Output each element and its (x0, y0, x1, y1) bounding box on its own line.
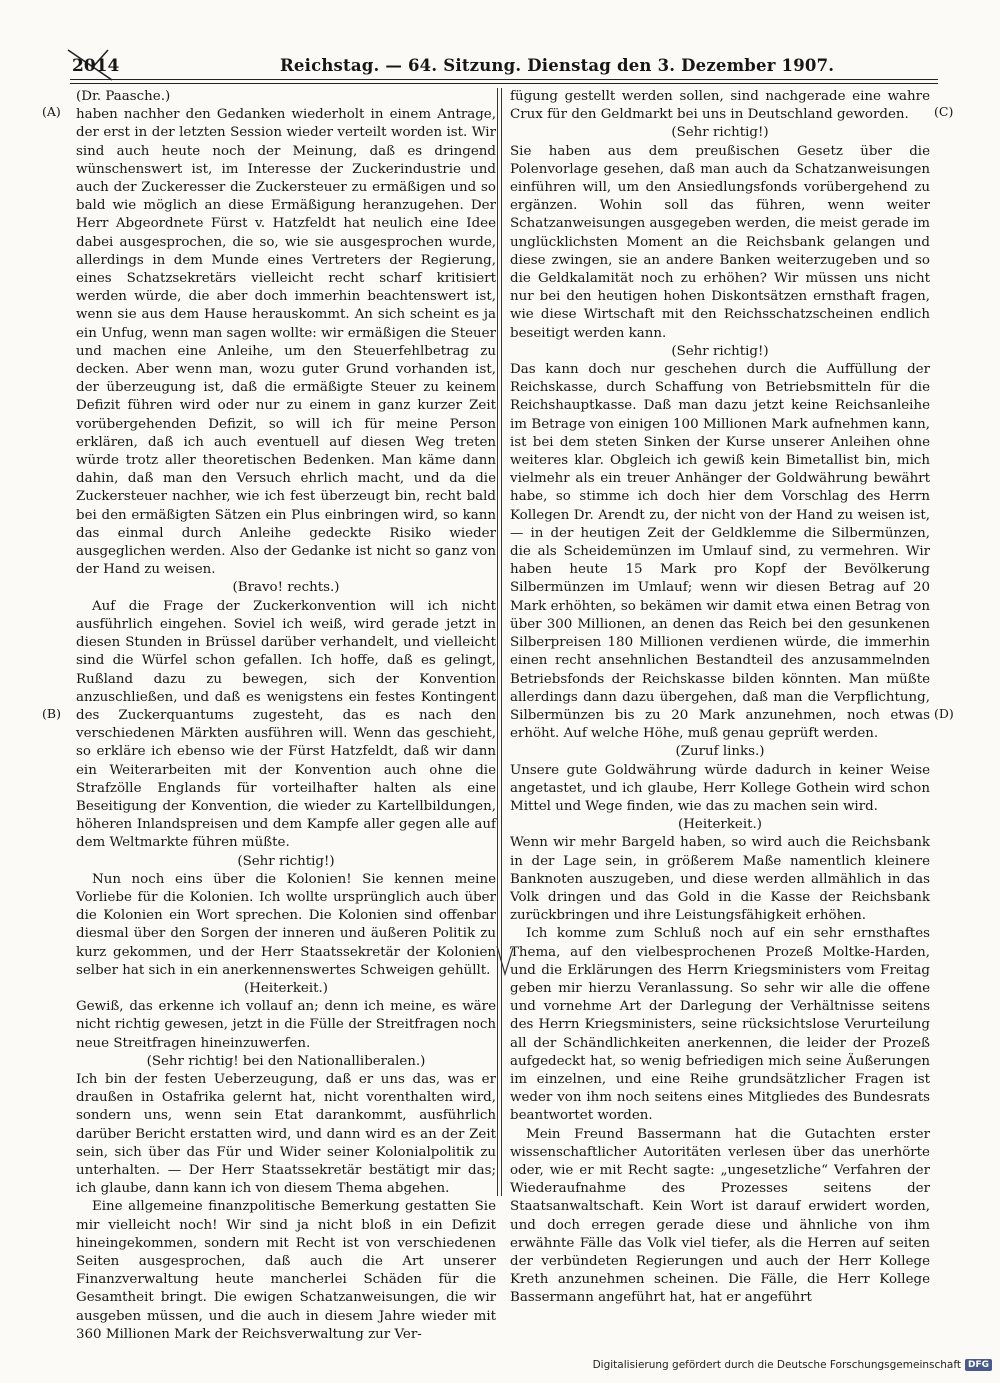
interjection: (Heiterkeit.) (678, 817, 762, 833)
margin-mark-b: (B) (42, 706, 61, 721)
paragraph: Sie haben aus dem preußischen Gesetz über die Polenvorlage gesehen, daß man auch da Schatzanweisungen einführen will, um den Ansiedlungsfonds vorübergehend zu ergänzen. Wohin soll das führen, wenn weiter Schatzanweisungen ausgegeben werden, die meist gerade im unglücklichsten Moment an die Reichsbank gelangen und diese zwingen, sie an andere Banken weiterzugeben und so die Geldkalamität noch zu erhöhen? Wir müssen uns nicht nur bei den heutigen hohen Diskontsätzen ernsthaft fragen, wie diese Wirtschaft mit den Reichsschatzscheinen endlich beseitigt werden kann. (510, 143, 930, 341)
left-column (76, 88, 496, 1344)
interjection: (Heiterkeit.) (244, 980, 328, 996)
margin-mark-a: (A) (42, 104, 61, 119)
interjection: (Sehr richtig!) (237, 853, 335, 869)
paragraph: Wenn wir mehr Bargeld haben, so wird auch die Reichsbank in der Lage sein, in größerem Maße namentlich kleinere Banknoten auszugeben, und diese werden allmählich in das Volk dringen und das Gold in die Kasse der Reichsbank zurückbringen und ihre Leistungsfähigkeit erhöhen. (510, 835, 930, 924)
interjection: (Sehr richtig! bei den Nationalliberalen.) (146, 1053, 426, 1069)
paragraph: Das kann doch nur geschehen durch die Auffüllung der Reichskasse, durch Schaffung von Betriebsmitteln für die Reichshauptkasse. Daß man dazu jetzt keine Reichsanleihe im Betrage von einigen 100 Millionen Mark aufnehmen kann, ist bei dem steten Sinken der Kurse unserer Anleihen ohne weiteres klar. Obgleich ich gewiß kein Bimetallist bin, mich vielmehr als ein treuer Anhänger der Goldwährung bewährt habe, so stimme ich doch hier dem Vorschlag des Herrn Kollegen Dr. Arendt zu, der nicht von der Hand zu weisen ist, — in der heutigen Zeit der Geldklemme die Silbermünzen, die als Scheidemünzen im Umlauf sind, zu vermehren. Wir haben heute 15 Mark pro Kopf der Bevölkerung Silbermünzen im Umlauf; wenn wir diesen Betrag auf 20 Mark erhöhten, so bekämen wir damit etwa einen Betrag von über 300 Millionen, an denen das Reich bei den gesunkenen Silberpreisen 180 Millionen verdienen würde, die immerhin einen recht ansehnlichen Bestandteil des anzusammelnden Betriebsfonds der Reichskasse bilden könnten. Man müßte allerdings dann dazu übergehen, daß man die Verpflichtung, Silbermünzen bis zu 20 Mark anzunehmen, noch etwas erhöht. Auf welche Höhe, muß genau geprüft werden. (510, 362, 930, 742)
paragraph: Eine allgemeine finanzpolitische Bemerkung gestatten Sie mir vielleicht noch! Wir sind ja nicht bloß in ein Defizit hineingekommen, sondern mit Recht ist von verschiedenen Seiten ausgesprochen, daß auch die Art unserer Finanzverwaltung heute mancherlei Schäden für die Gesamtheit bringt. Die ewigen Schatzanweisungen, die wir ausgeben müssen, und die auch in diesem Jahre wieder mit 360 Millionen Mark der Reichsverwaltung zur Ver- (76, 1199, 496, 1342)
paragraph: Nun noch eins über die Kolonien! Sie kennen meine Vorliebe für die Kolonien. Ich wollte ursprünglich auch über die Kolonien ein Wort sprechen. Die Kolonien sind offenbar diesmal über den Sorgen der inneren und äußeren Politik zu kurz gekommen, und der Herr Staatssekretär der Kolonien selber hat sich in ein anerkennenswertes Schweigen gehüllt. (76, 871, 496, 978)
speaker-label: (Dr. Paasche.) (76, 89, 171, 104)
paragraph: fügung gestellt werden sollen, sind nachgerade eine wahre Crux für den Geldmarkt bei uns in Deutschland geworden. (510, 89, 930, 123)
interjection: (Sehr richtig!) (671, 343, 769, 359)
margin-pen-mark (494, 944, 516, 978)
credit-text: Digitalisierung gefördert durch die Deutsche Forschungsgemeinschaft (592, 1359, 961, 1371)
paragraph: Mein Freund Bassermann hat die Gutachten erster wissenschaftlicher Autoritäten verlesen über das unerhörte oder, wie er mit Recht sagte: „ungesetzliche“ Verfahren der Wiederaufnahme des Prozesses seitens der Staatsanwaltschaft. Kein Wort ist darauf erwidert worden, und doch erregen gerade diese und ähnliche von ihm erwähnte Fälle das Volk viel tiefer, als die Herren auf seiten der verbündeten Regierungen und auch der Herr Kollege Kreth anzunehmen scheinen. Die Fälle, die Herr Kollege Bassermann angeführt hat, hat er angeführt (510, 1126, 930, 1306)
header-rule (70, 79, 938, 80)
paragraph: Unsere gute Goldwährung würde dadurch in keiner Weise angetastet, und ich glaube, Herr Kollege Gothein wird schon Mittel und Wege finden, wie das zu machen sein wird. (510, 762, 930, 814)
column-divider (497, 88, 498, 1196)
paragraph: Gewiß, das erkenne ich vollauf an; denn ich meine, es wäre nicht richtig gewesen, jetzt in die Fülle der Streitfragen noch neue Streitfragen hineinzuwerfen. (76, 999, 496, 1051)
margin-mark-c: (C) (934, 104, 954, 119)
header-rule-thin (70, 83, 938, 84)
dfg-logo: DFG (965, 1359, 992, 1371)
right-column (510, 88, 930, 1308)
digitization-credit (593, 1357, 992, 1373)
margin-mark-d: (D) (934, 706, 954, 721)
running-title: Reichstag. — 64. Sitzung. Dienstag den 3. Dezember 1907. (280, 56, 835, 75)
paragraph: Ich komme zum Schluß noch auf ein sehr ernsthaftes Thema, auf den vielbesprochenen Prozeß Moltke-Harden, und die Erklärungen des Herrn Kriegsministers vom Freitag geben mir hierzu Veranlassung. So sehr wir alle die offene und vornehme Art der Darlegung der Verhältnisse seitens des Herrn Kriegsministers, seine rücksichtslose Verurteilung all der Schändlichkeiten anerkennen, die leider der Prozeß aufgedeckt hat, so wenig befriedigen mich seine Äußerungen im einzelnen, und eine Reihe grundsätzlicher Fragen ist weder von ihm noch seitens eines Mitgliedes des Bundesrats beantwortet worden. (510, 926, 930, 1124)
interjection: (Bravo! rechts.) (232, 580, 340, 596)
paragraph: Auf die Frage der Zuckerkonvention will ich nicht ausführlich eingehen. Soviel ich weiß, wird gerade jetzt in diesen Stunden in Brüssel darüber verhandelt, und vielleicht sind die Würfel schon gefallen. Ich hoffe, daß es gelingt, Rußland dazu zu bewegen, sich der Konvention anzuschließen, und daß es wenigstens ein festes Kontingent des Zuckerquantums zugesteht, das es nach den verschiedenen Märkten ausführen will. Wenn das geschieht, so erkläre ich ebenso wie der Fürst Hatzfeldt, daß wir dann ein Weiterarbeiten mit der Konvention auch ohne die Strafzölle Englands für vorteilhafter halten als eine Beseitigung der Konvention, die wieder zu Kartellbildungen, höheren Inlandspreisen und dem Kampfe aller gegen alle auf dem Weltmarkte führen müßte. (76, 598, 496, 851)
page-number: 2014 (72, 56, 120, 76)
paragraph: Ich bin der festen Ueberzeugung, daß er uns das, was er draußen in Ostafrika gelernt hat, nicht vorenthalten wird, sondern uns, wenn sein Etat darankommt, ausführlich darüber Bericht erstatten wird, und dann wird es an der Zeit sein, sich über das Für und Wider seiner Kolonialpolitik zu unterhalten. — Der Herr Staatssekretär bestätigt mir das; ich glaube, dann kann ich von diesem Thema abgehen. (76, 1071, 496, 1197)
paragraph: haben nachher den Gedanken wiederholt in einem Antrage, der erst in der letzten Session wieder verteilt worden ist. Wir sind auch heute noch der Meinung, daß es dringend wünschenswert ist, im Interesse der Zuckerindustrie und auch der Zuckeresser die Zuckersteuer zu ermäßigen und so bald wie möglich an diese Ermäßigung heranzugehen. Der Herr Abgeordnete Fürst v. Hatzfeldt hat neulich eine Idee dabei ausgesprochen, die so, wie sie ausgesprochen wurde, allerdings in dem Munde eines Vertreters der Regierung, eines Schatzsekretärs vielleicht recht scharf kritisiert werden würde, die aber doch immerhin beachtenswert ist, wenn sie aus dem Hause herauskommt. An sich scheint es ja ein Unfug, wenn man sagen wollte: wir ermäßigen die Steuer und machen eine Anleihe, um den Steuerfehlbetrag zu decken. Aber wenn man, wozu guter Grund vorhanden ist, der überzeugung ist, daß die ermäßigte Steuer zu keinem Defizit führen wird oder nur zu einem in ganz kurzer Zeit vorübergehenden Defizit, so will ich für meine Person erklären, daß ich auch eventuell auf diesen Weg treten würde trotz aller theoretischen Bedenken. Man käme dann dahin, daß man den Versuch ehrlich macht, und da die Zuckersteuer nachher, wie ich fest überzeugt bin, recht bald bei den ermäßigten Sätzen ein Plus einbringen wird, so kann das einmal durch Anleihe gedeckte Risiko wieder ausgeglichen werden. Also der Gedanke ist nicht so ganz von der Hand zu weisen. (76, 107, 496, 578)
interjection: (Zuruf links.) (675, 744, 765, 760)
interjection: (Sehr richtig!) (671, 125, 769, 141)
column-divider-second (501, 88, 502, 1196)
